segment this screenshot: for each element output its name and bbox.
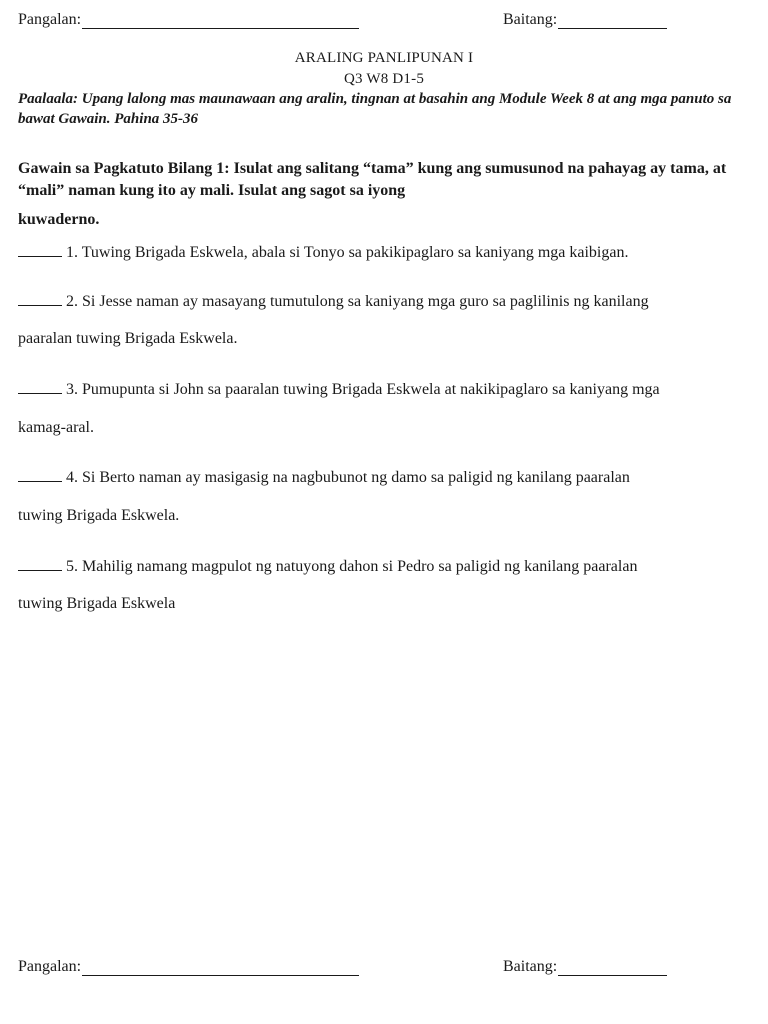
question-item (18, 379, 748, 399)
activity-instruction: Gawain sa Pagkatuto Bilang 1: Isulat ang salitang “tama” kung ang sumusunod na pahayag ay tama, at “mali” naman kung ito ay mali. Isulat ang sagot sa iyong (18, 160, 727, 199)
footer-name-line[interactable] (82, 960, 359, 976)
reminder-note: Paalaala: Upang lalong mas maunawaan ang aralin, tingnan at basahin ang Module Week 8 at ang mga panuto sa bawat Gawain. Pahina 35-36 (18, 91, 732, 127)
worksheet-title: ARALING PANLIPUNAN I (294, 50, 474, 66)
footer-grade-field[interactable] (503, 958, 667, 976)
worksheet-subtitle: Q3 W8 D1-5 (343, 71, 425, 87)
name-line[interactable] (82, 13, 359, 29)
activity-instruction-tail: kuwaderno. (18, 211, 100, 228)
question-text-continuation: tuwing Brigada Eskwela (18, 595, 176, 612)
question-item (18, 467, 748, 487)
question-text: 4. Si Berto naman ay masigasig na nagbubunot ng damo sa paligid ng kanilang paaralan (66, 469, 630, 486)
name-field[interactable] (18, 11, 359, 29)
question-text: 1. Tuwing Brigada Eskwela, abala si Tonyo sa pakikipaglaro sa kaniyang mga kaibigan. (66, 244, 629, 261)
answer-blank[interactable] (18, 291, 62, 306)
question-text-continuation: paaralan tuwing Brigada Eskwela. (18, 330, 238, 347)
grade-field[interactable] (503, 11, 667, 29)
footer-name-field[interactable] (18, 958, 359, 976)
question-item (18, 291, 748, 311)
grade-label: Baitang: (503, 11, 558, 28)
footer-fields (18, 958, 750, 980)
answer-blank[interactable] (18, 467, 62, 482)
header-fields (18, 11, 750, 33)
answer-blank[interactable] (18, 379, 62, 394)
answer-blank[interactable] (18, 242, 62, 257)
question-item (18, 242, 748, 262)
answer-blank[interactable] (18, 556, 62, 571)
question-item (18, 556, 748, 576)
question-text-continuation: kamag-aral. (18, 419, 94, 436)
name-label: Pangalan: (18, 11, 82, 28)
question-text: 5. Mahilig namang magpulot ng natuyong dahon si Pedro sa paligid ng kanilang paaralan (66, 558, 638, 575)
question-text-continuation: tuwing Brigada Eskwela. (18, 507, 180, 524)
question-text: 3. Pumupunta si John sa paaralan tuwing Brigada Eskwela at nakikipaglaro sa kaniyang mga (66, 381, 660, 398)
footer-name-label: Pangalan: (18, 958, 82, 975)
footer-grade-line[interactable] (558, 960, 667, 976)
footer-grade-label: Baitang: (503, 958, 558, 975)
question-text: 2. Si Jesse naman ay masayang tumutulong sa kaniyang mga guro sa paglilinis ng kanilang (66, 293, 649, 310)
grade-line[interactable] (558, 13, 667, 29)
